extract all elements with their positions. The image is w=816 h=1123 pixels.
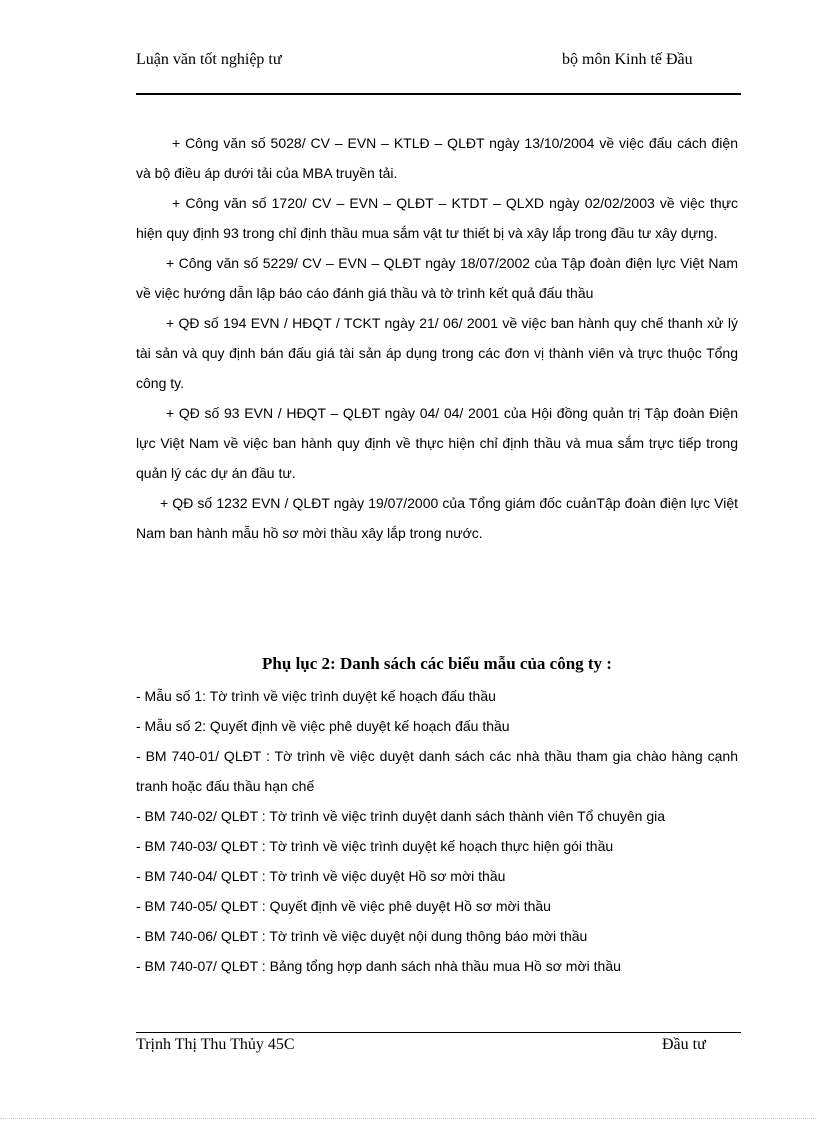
list-item: - BM 740-01/ QLĐT : Tờ trình về việc duyệt danh sách các nhà thầu tham gia chào hàng cạnh tranh hoặc đấu thầu hạn chế — [136, 748, 738, 794]
paragraph: + QĐ số 1232 EVN / QLĐT ngày 19/07/2000 của Tổng giám đốc cuảnTập đoàn điện lực Việt Nam ban hành mẫu hồ sơ mời thầu xây lắp trong nước. — [136, 495, 738, 541]
paragraph: + QĐ số 194 EVN / HĐQT / TCKT ngày 21/ 06/ 2001 về việc ban hành quy chế thanh xử lý tài sản và quy định bán đấu giá tài sản áp dụng trong các đơn vị thành viên và trực thuộc Tổng công ty. — [136, 315, 738, 391]
paragraph: + Công văn số 1720/ CV – EVN – QLĐT – KTDT – QLXD ngày 02/02/2003 về việc thực hiện quy định 93 trong chỉ định thầu mua sắm vật tư thiết bị và xây lắp trong đầu tư xây dựng. — [136, 195, 738, 241]
header-thesis-label: Luận văn tốt nghiệp tư — [136, 51, 282, 68]
list-item: - BM 740-03/ QLĐT : Tờ trình về việc trình duyệt kế hoạch thực hiện gói thầu — [136, 838, 614, 854]
footer-divider — [136, 1032, 741, 1033]
list-item: - BM 740-07/ QLĐT : Bảng tổng hợp danh sách nhà thầu mua Hồ sơ mời thầu — [136, 958, 621, 974]
appendix-title: Phụ lục 2: Danh sách các biểu mẫu của công ty : — [262, 654, 612, 673]
list-item: - BM 740-02/ QLĐT : Tờ trình về việc trình duyệt danh sách thành viên Tổ chuyên gia — [136, 808, 666, 824]
header-department-label: bộ môn Kinh tế Đầu — [562, 51, 693, 68]
list-item: - BM 740-06/ QLĐT : Tờ trình về việc duyệt nội dung thông báo mời thầu — [136, 928, 588, 944]
document-body — [136, 128, 738, 548]
header-divider — [136, 93, 741, 95]
paragraph: + Công văn số 5028/ CV – EVN – KTLĐ – QLĐT ngày 13/10/2004 về việc đấu cách điện và bộ điều áp dưới tải của MBA truyền tải. — [136, 135, 738, 181]
page-edge — [0, 1118, 816, 1119]
footer-author: Trịnh Thị Thu Thủy 45C — [136, 1036, 295, 1053]
list-item: - Mẫu số 2: Quyết định về việc phê duyệt kế hoạch đấu thầu — [136, 718, 510, 734]
footer-major: Đầu tư — [662, 1036, 706, 1053]
paragraph: + Công văn số 5229/ CV – EVN – QLĐT ngày 18/07/2002 của Tập đoàn điện lực Việt Nam về việc hướng dẫn lập báo cáo đánh giá thầu và tờ trình kết quả đấu thầu — [136, 255, 738, 301]
paragraph: + QĐ số 93 EVN / HĐQT – QLĐT ngày 04/ 04/ 2001 của Hội đồng quản trị Tập đoàn Điện lực Việt Nam về việc ban hành quy định về thực hiện chỉ định thầu và mua sắm trực tiếp trong quản lý các dự án đầu tư. — [136, 405, 738, 481]
list-item: - BM 740-04/ QLĐT : Tờ trình về việc duyệt Hồ sơ mời thầu — [136, 868, 506, 884]
list-item: - BM 740-05/ QLĐT : Quyết định về việc phê duyệt Hồ sơ mời thầu — [136, 898, 551, 914]
form-list — [136, 681, 738, 981]
list-item: - Mẫu số 1: Tờ trình về việc trình duyệt kế hoạch đấu thầu — [136, 688, 496, 704]
